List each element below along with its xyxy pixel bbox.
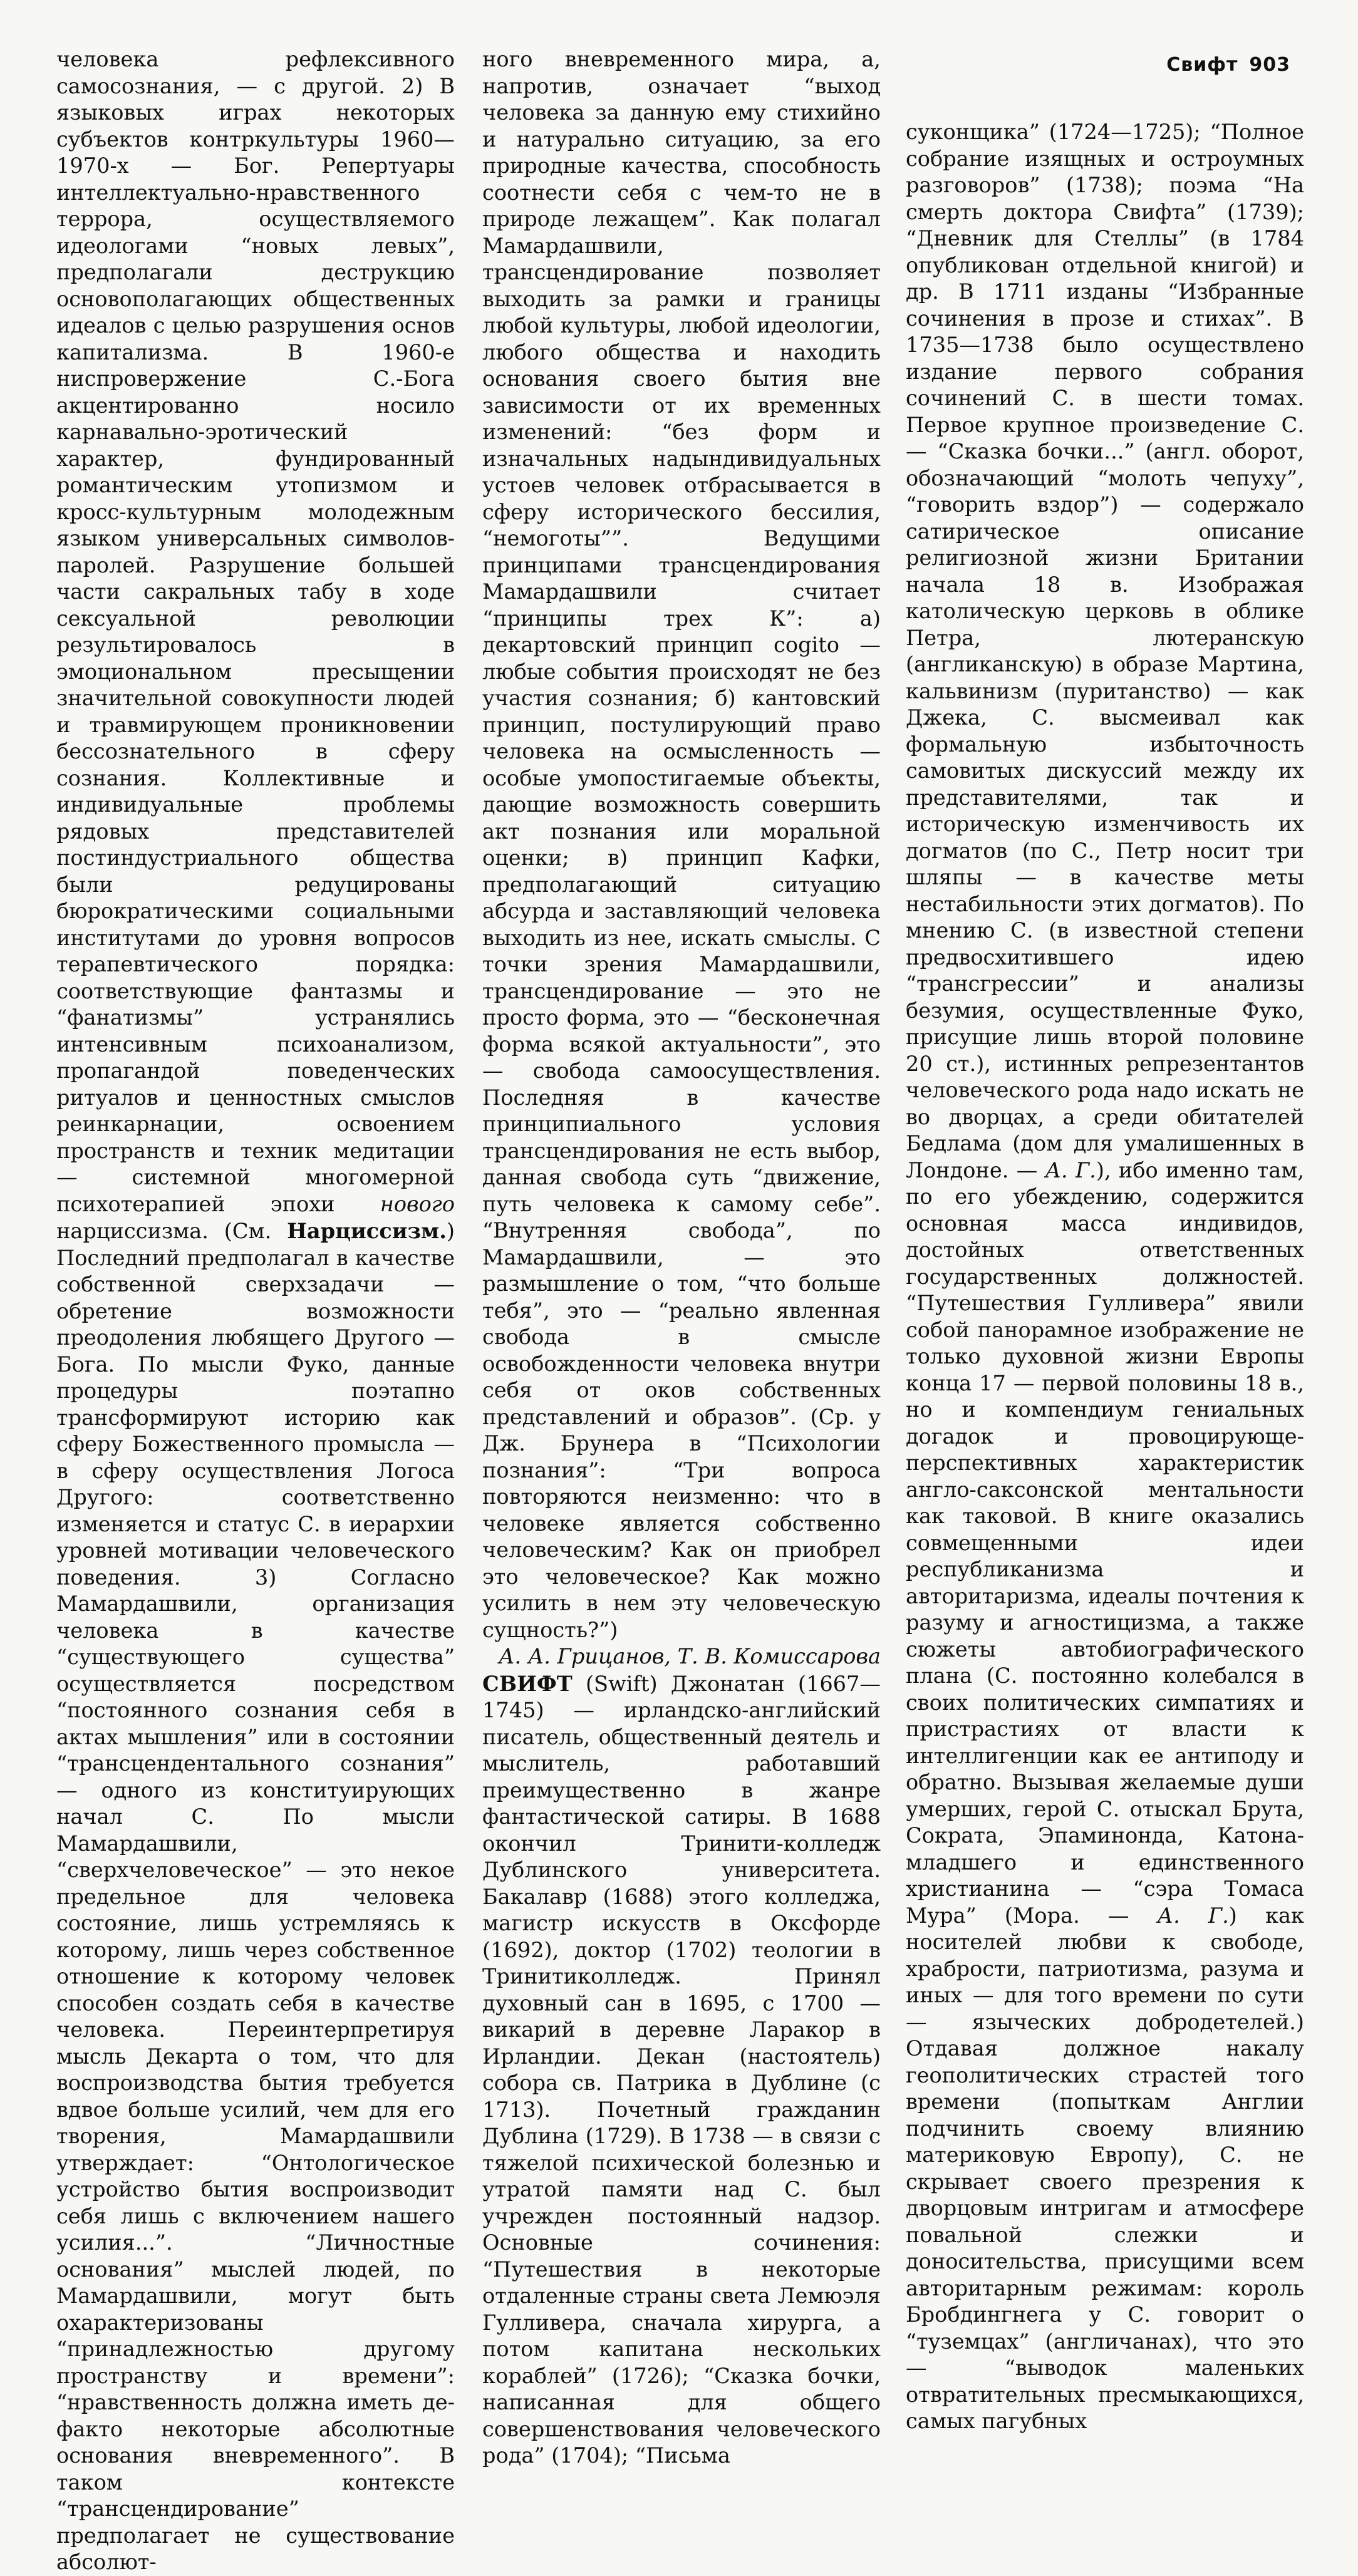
text-run: человека рефлексивного самосознания, — с другой. 2) В языковых играх некоторых субъектов контркультуры 1960—1970-х — Бог. Репертуары интеллектуально-нравственного террора, осуществляемого идеологами “новых левых”, предполагали деструкцию основополагающих общественных идеалов с целью разрушения основ капитализма. В 1960-е ниспровержение С.-Бога акцентированно носило карнавально-эротический характер, фундированный романтическим утопизмом и кросс-культурным молодежным языком универсальных символов-паролей. Разрушение большей части сакральных табу в ходе сексуальной революции результировалось в эмоциональном пресыщении значительной совокупности людей и травмирующем проникновении бессознательного в сферу сознания. Коллективные и индивидуальные проблемы рядовых представителей постиндустриального общества были редуцированы бюрократическими социальными институтами до уровня вопросов терапевтического порядка: соответствующие фантазмы и “фанатизмы” устранялись интенсивным психоанализом, пропагандой поведенческих ритуалов и ценностных смыслов реинкарнации, освоением пространств и техник медитации — системной многомерной психотерапией эпохи (56, 47, 455, 1216)
entry-headword: СВИФТ (482, 1670, 573, 1696)
entry-text: (Swift) Джонатан (1667—1745) — ирландско-английский писатель, общественный деятель и мыслитель, работавший преимущественно в жанре фантастической сатиры. В 1688 окончил Тринити-колледж Дублинского университета. Бакалавр (1688) этого колледжа, магистр искусств в Оксфорде (1692), доктор (1702) теологии в Тринитиколледж. Принял духовный сан в 1695, с 1700 — викарий в деревне Ларакор в Ирландии. Декан (настоятель) собора св. Патрика в Дублине (с 1713). Почетный гражданин Дублина (1729). В 1738 — в связи с тяжелой психической болезнью и утратой памяти над С. был учрежден постоянный надзор. Основные сочинения: “Путешествия в некоторые отдаленные страны света Лемюэля Гулливера, сначала хирурга, а потом капитана нескольких кораблей” (1726); “Сказка бочки, написанная для общего совершенствования человеческого рода” (1704); “Письма (482, 1671, 881, 2468)
encyclopedia-entry (482, 1670, 881, 2470)
page-number: 903 (1249, 54, 1290, 76)
text-run: ) Последний предполагал в качестве собственной сверхзадачи — обретение возможности преодоления любящего Другого — Бога. По мысли Фуко, данные процедуры поэтапно трансформируют историю как сферу Божественного промысла — в сферу осуществления Логоса Другого: соответственно изменяется и статус С. в иерархии уровней мотивации человеческого поведения. 3) Согласно Мамардашвили, организация человека в качестве “существующего существа” осуществляется посредством “постоянного сознания себя в актах мышления” или в состоянии “трансцендентального сознания” — одного из конституирующих начал С. По мысли Мамардашвили, “сверхчеловеческое” — это некое предельное для человека состояние, лишь устремляясь к которому, лишь через собственное отношение к которому человек способен создать себя в качестве человека. Переинтерпретируя мысль Декарта о том, что для воспроизводства бытия требуется вдвое больше усилий, чем для его творения, Мамардашвили утверждает: “Онтологическое устройство бытия воспроизводит себя лишь с включением нашего усилия...”. “Личностные основания” мыслей людей, по Мамардашвили, могут быть охарактеризованы “принадлежностью другому пространству и времени”: “нравственность должна иметь де-факто некоторые абсолютные основания вневременного”. В таком контексте “трансцендирование” предполагает не существование абсолют- (56, 1219, 455, 2574)
author-initials: А. Г. (1045, 1157, 1096, 1182)
text-run: ), ибо именно там, по его убеждению, содержится основная масса индивидов, достойных ответственных государственных должностей. “Путешествия Гулливера” явили собой панорамное изображение не только духовной жизни Европы конца 17 — первой половины 18 в., но и компендиум гениальных догадок и провоцирующе-перспективных характеристик англо-саксонской ментальности как таковой. В книге оказались совмещенными идеи республиканизма и авторитаризма, идеалы почтения к разуму и агностицизма, а также сюжеты автобиографического плана (С. постоянно колебался в своих политических симпатиях и пристрастиях от власти к интеллигенции как ее антиподу и обратно. Вызывая желаемые души умерших, герой С. отыскал Брута, Сократа, Эпаминонда, Катона-младшего и единственного христианина — “сэра Томаса Мура” (Мора. — (906, 1157, 1305, 1928)
text-run: ) как носителей любви к свободе, храбрости, патриотизма, разума и иных — для того времени по сути — языческих добродетелей.) Отдавая должное накалу геополитических страстей того времени (попыткам Англии подчинить своему влиянию материковую Европу), С. не скрывает своего презрения к дворцовым интригам и атмосфере повальной слежки и доносительства, присущими всем авторитарным режимам: король Бробдингнега у С. говорит о “туземцах” (англичанах), что это — “выводок маленьких отвратительных пресмыкающихся, самых пагубных (906, 1903, 1304, 2433)
running-head (1166, 54, 1290, 76)
running-head-title: Свифт (1166, 54, 1238, 76)
article-authors: А. А. Грицанов, Т. В. Комиссарова (499, 1644, 881, 1668)
text-run: суконщика” (1724—1725); “Полное собрание изящных и остроумных разговоров” (1738); поэма “На смерть доктора Свифта” (1739); “Дневник для Стеллы” (в 1784 опубликован отдельной книгой) и др. В 1711 изданы “Избранные сочинения в прозе и стихах”. В 1735—1738 было осуществлено издание первого собрания сочинений С. в шести томах. Первое крупное произведение С. — “Сказка бочки...” (англ. оборот, обозначающий “молоть чепуху”, “говорить вздор”) — содержало сатирическое описание религиозной жизни Британии начала 18 в. Изображая католическую церковь в облике Петра, лютеранскую (англиканскую) в образе Мартина, кальвинизм (пуританство) — как Джека, С. высмеивал как формальную избыточность самовитых дискуссий между их представителями, так и историческую изменчивость их догматов (по С., Петр носит три шляпы — в качестве меты нестабильности этих догматов). По мнению С. (в известной степени предвосхитившего идею “трансгрессии” и анализы безумия, осуществленные Фуко, присущие лишь второй половине 20 ст.), истинных репрезентантов человеческого рода надо искать не во дворцах, а среди обитателей Бедлама (дом для умалишенных в Лондоне. — (906, 120, 1304, 1182)
paragraph: ного вневременного мира, а, напротив, означает “выход человека за данную ему стихийно и натурально ситуацию, за его природные качества, способность соотнести себя с чем-то не в природе лежащем”. Как полагал Мамардашвили, трансцендирование позволяет выходить за рамки и границы любой культуры, любой идеологии, любого общества и находить основания своего бытия вне зависимости от их временных изменений: “без форм и изначальных надындивидуальных устоев человек отбрасывается в сферу исторического бессилия, “немоготы””. Ведущими принципами трансцендирования Мамардашвили считает “принципы трех К”: а) декартовский принцип cogito — любые события происходят не без участия сознания; б) кантовский принцип, постулирующий право человека на осмысленность — особые умопостигаемые объекты, дающие возможность совершить акт познания или моральной оценки; в) принцип Кафки, предполагающий ситуацию абсурда и заставляющий человека выходить из нее, искать смыслы. С точки зрения Мамардашвили, трансцендирование — это не просто форма, это — “бесконечная форма всякой актуальности”, это — свобода самоосуществления. Последняя в качестве принципиального условия трансцендирования не есть выбор, данная свобода суть “движение, путь человека к самому себе”. “Внутренняя свобода”, по Мамардашвили, — это размышление о том, “что больше тебя”, это — “реально явленная свобода в смысле освобожденности человека внутри себя от оков собственных представлений и образов”. (Ср. у Дж. Брунера в “Психологии познания”: “Три вопроса повторяются неизменно: что в человеке является собственно человеческим? Как он приобрел это человеческое? Как можно усилить в нем эту человеческую сущность?”) (482, 47, 881, 1642)
author-initials: А. Г. (1157, 1903, 1229, 1928)
cross-reference: Нарциссизм. (287, 1218, 447, 1243)
column-left (56, 46, 455, 2576)
column-right (906, 119, 1304, 2435)
italic-word: нового (380, 1191, 455, 1216)
column-middle (482, 46, 881, 2470)
paragraph (906, 119, 1304, 2435)
paragraph (56, 46, 455, 2576)
text-run: нарциссизма. (См. (56, 1219, 272, 1243)
